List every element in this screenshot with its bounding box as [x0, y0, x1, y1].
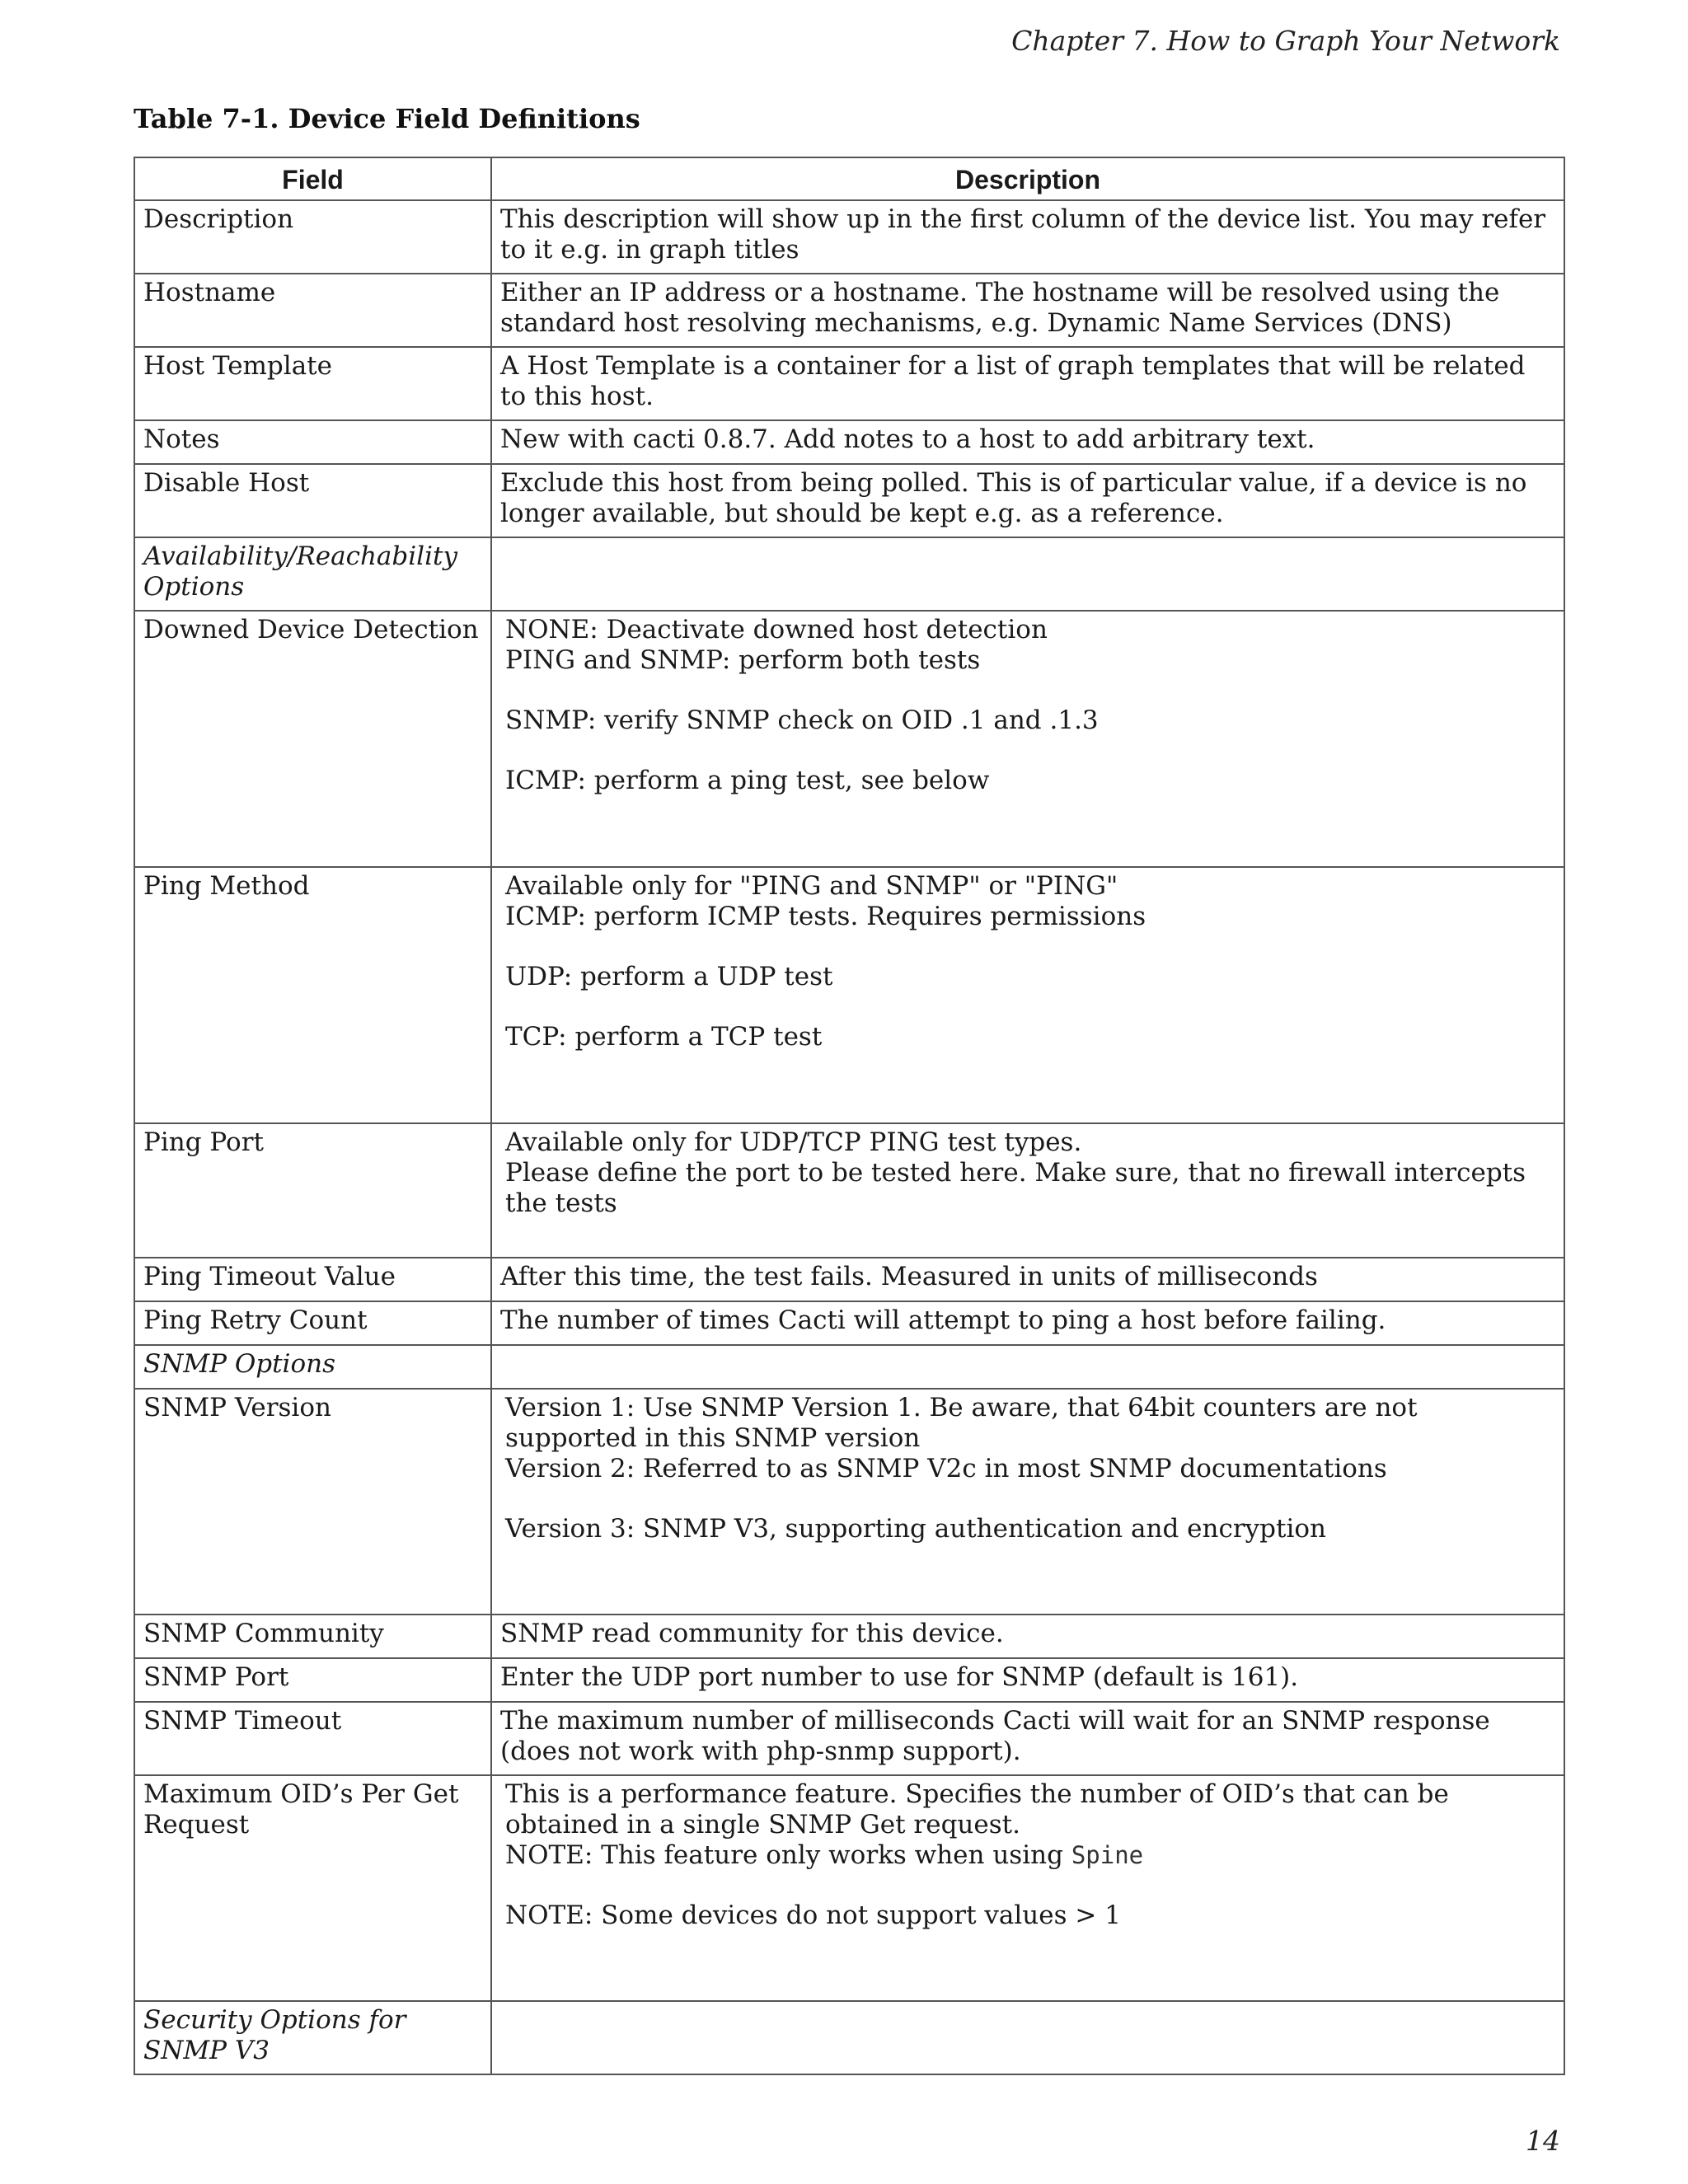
field-cell: Downed Device Detection	[134, 611, 491, 867]
description-cell: After this time, the test fails. Measured in units of milliseconds	[491, 1258, 1564, 1301]
description-cell	[491, 867, 1564, 1123]
table-row	[134, 1775, 1564, 2001]
description-line: ICMP: perform ICMP tests. Requires permissions	[505, 902, 1146, 931]
table-caption: Table 7-1. Device Field Definitions	[134, 103, 640, 134]
description-line: Available only for UDP/TCP PING test types.	[505, 1127, 1082, 1157]
table-header-row	[134, 157, 1564, 200]
table-row	[134, 347, 1564, 420]
description-line: NOTE: Some devices do not support values > 1	[505, 1900, 1121, 1930]
field-cell: Description	[134, 200, 491, 274]
field-cell: SNMP Community	[134, 1615, 491, 1658]
description-line: Version 1: Use SNMP Version 1. Be aware, that 64bit counters are not supported in this SNMP version	[505, 1393, 1418, 1453]
field-cell: SNMP Port	[134, 1658, 491, 1702]
description-line: Please define the port to be tested here. Make sure, that no firewall intercepts the tests	[505, 1158, 1526, 1218]
table-row	[134, 1615, 1564, 1658]
empty-cell	[491, 2001, 1564, 2074]
description-cell: New with cacti 0.8.7. Add notes to a host to add arbitrary text.	[491, 420, 1564, 464]
description-line: Version 3: SNMP V3, supporting authentication and encryption	[505, 1514, 1326, 1544]
description-cell: The maximum number of milliseconds Cacti will wait for an SNMP response (does not work with php-snmp support).	[491, 1702, 1564, 1775]
section-row	[134, 2001, 1564, 2074]
note-text: NOTE: This feature only works when using	[505, 1840, 1063, 1870]
description-cell: This description will show up in the first column of the device list. You may refer to it e.g. in graph titles	[491, 200, 1564, 274]
table-row	[134, 1658, 1564, 1702]
field-cell: Hostname	[134, 274, 491, 347]
spacer	[505, 1871, 1555, 1900]
table-row	[134, 867, 1564, 1123]
field-cell: Ping Method	[134, 867, 491, 1123]
section-title: Availability/Reachability Options	[134, 537, 491, 611]
description-line: Available only for "PING and SNMP" or "PING"	[505, 871, 1118, 901]
description-line: ICMP: perform a ping test, see below	[505, 766, 990, 795]
description-cell: Exclude this host from being polled. This is of particular value, if a device is no longer available, but should be kept e.g. as a reference.	[491, 464, 1564, 537]
field-cell: Ping Timeout Value	[134, 1258, 491, 1301]
description-line	[505, 1840, 1555, 1871]
field-cell: Ping Port	[134, 1123, 491, 1258]
table-row	[134, 1123, 1564, 1258]
page-number: 14	[1526, 2125, 1560, 2157]
field-cell: Host Template	[134, 347, 491, 420]
description-line: PING and SNMP: perform both tests	[505, 645, 981, 675]
section-row	[134, 1345, 1564, 1389]
spine-code: Spine	[1071, 1841, 1144, 1869]
table-row	[134, 200, 1564, 274]
description-cell	[491, 1389, 1564, 1615]
column-header-description: Description	[491, 157, 1564, 200]
table-row	[134, 1258, 1564, 1301]
spacer	[505, 736, 1555, 766]
table-row	[134, 464, 1564, 537]
spacer	[505, 676, 1555, 705]
table-row	[134, 1702, 1564, 1775]
field-cell: Disable Host	[134, 464, 491, 537]
field-cell: Notes	[134, 420, 491, 464]
description-line: SNMP: verify SNMP check on OID .1 and .1.3	[505, 705, 1099, 735]
description-cell	[491, 1775, 1564, 2001]
section-title: SNMP Options	[134, 1345, 491, 1389]
description-cell: Either an IP address or a hostname. The hostname will be resolved using the standard host resolving mechanisms, e.g. Dynamic Name Services (DNS)	[491, 274, 1564, 347]
description-cell: The number of times Cacti will attempt to ping a host before failing.	[491, 1301, 1564, 1345]
description-line: UDP: perform a UDP test	[505, 962, 833, 991]
description-line: TCP: perform a TCP test	[505, 1022, 823, 1052]
spacer	[505, 992, 1555, 1022]
column-header-field: Field	[134, 157, 491, 200]
section-row	[134, 537, 1564, 611]
device-field-definitions-table	[134, 157, 1565, 2075]
field-cell: SNMP Timeout	[134, 1702, 491, 1775]
description-line: This is a performance feature. Specifies the number of OID’s that can be obtained in a single SNMP Get request.	[505, 1779, 1449, 1840]
running-header: Chapter 7. How to Graph Your Network	[1011, 25, 1560, 57]
description-line: NONE: Deactivate downed host detection	[505, 615, 1048, 644]
description-cell	[491, 1123, 1564, 1258]
field-cell: Ping Retry Count	[134, 1301, 491, 1345]
field-cell: SNMP Version	[134, 1389, 491, 1615]
table-row	[134, 1301, 1564, 1345]
field-cell: Maximum OID’s Per Get Request	[134, 1775, 491, 2001]
description-line: Version 2: Referred to as SNMP V2c in most SNMP documentations	[505, 1454, 1387, 1483]
description-cell	[491, 611, 1564, 867]
description-cell: A Host Template is a container for a list of graph templates that will be related to this host.	[491, 347, 1564, 420]
spacer	[505, 932, 1555, 962]
spacer	[505, 1484, 1555, 1514]
section-title: Security Options for SNMP V3	[134, 2001, 491, 2074]
table-row	[134, 1389, 1564, 1615]
empty-cell	[491, 537, 1564, 611]
table-row	[134, 274, 1564, 347]
table-row	[134, 611, 1564, 867]
description-cell: Enter the UDP port number to use for SNMP (default is 161).	[491, 1658, 1564, 1702]
empty-cell	[491, 1345, 1564, 1389]
description-cell: SNMP read community for this device.	[491, 1615, 1564, 1658]
table-row	[134, 420, 1564, 464]
